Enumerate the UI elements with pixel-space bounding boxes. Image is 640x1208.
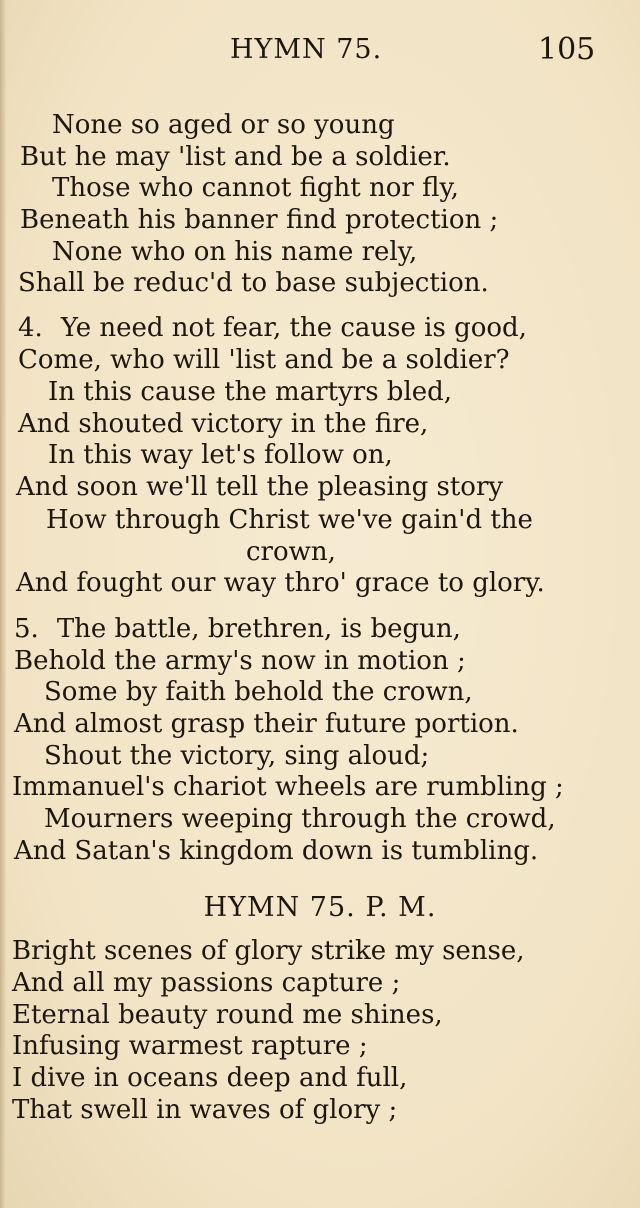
verse-line: In this cause the martyrs bled,: [48, 377, 453, 407]
running-title: HYMN 75.: [230, 34, 383, 65]
stanza-number: 4.: [18, 313, 43, 343]
verse-line: Some by faith behold the crown,: [44, 677, 473, 707]
verse-line: Beneath his banner find protection ;: [20, 205, 499, 235]
verse-line: Bright scenes of glory strike my sense,: [12, 936, 525, 966]
verse-line: And all my passions capture ;: [12, 968, 401, 998]
verse-line: Shall be reduc'd to base subjection.: [18, 268, 489, 298]
verse-line: Infusing warmest rapture ;: [12, 1031, 368, 1061]
verse-line: And soon we'll tell the pleasing story: [16, 472, 504, 502]
verse-line: None who on his name rely,: [52, 237, 418, 267]
verse-line: Those who cannot fight nor fly,: [52, 173, 459, 203]
page-number: 105: [538, 32, 596, 67]
page-edge: [0, 0, 6, 1208]
verse-line: crown,: [246, 537, 336, 567]
verse-line: But he may 'list and be a soldier.: [20, 142, 451, 172]
verse-line: Come, who will 'list and be a soldier?: [18, 345, 510, 375]
verse-line: Shout the victory, sing aloud;: [44, 741, 430, 771]
verse-line: In this way let's follow on,: [48, 440, 393, 470]
verse-line: The battle, brethren, is begun,: [56, 614, 461, 644]
verse-line: How through Christ we've gain'd the: [46, 505, 533, 535]
verse-line: And Satan's kingdom down is tumbling.: [14, 836, 539, 866]
verse-line: Immanuel's chariot wheels are rumbling ;: [12, 772, 564, 802]
hymn-heading: HYMN 75. P. M.: [203, 892, 437, 923]
verse-line: And fought our way thro' grace to glory.: [16, 568, 545, 598]
verse-line: None so aged or so young: [52, 110, 395, 140]
verse-line: And shouted victory in the fire,: [18, 409, 429, 439]
verse-line: That swell in waves of glory ;: [12, 1095, 398, 1125]
verse-line: Ye need not fear, the cause is good,: [60, 313, 527, 343]
verse-line: And almost grasp their future portion.: [14, 709, 519, 739]
verse-line: Eternal beauty round me shines,: [12, 1000, 443, 1030]
stanza-number: 5.: [14, 614, 39, 644]
stanza-5-first-line: [14, 614, 461, 644]
verse-line: Mourners weeping through the crowd,: [44, 804, 556, 834]
stanza-4-first-line: [18, 313, 527, 343]
verse-line: Behold the army's now in motion ;: [14, 646, 466, 676]
verse-line: I dive in oceans deep and full,: [12, 1063, 408, 1093]
